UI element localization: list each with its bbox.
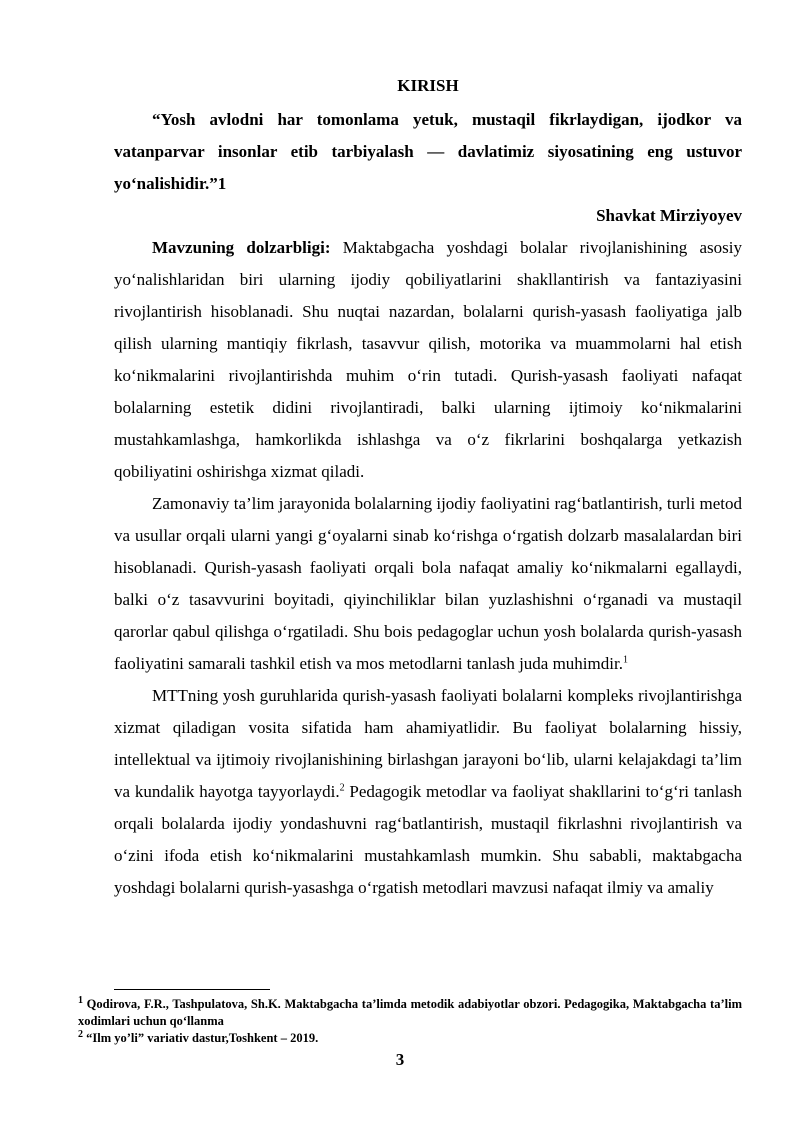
footnotes	[78, 996, 742, 1047]
footnote-1	[78, 996, 742, 1030]
epigraph-quote: “Yosh avlodni har tomonlama yetuk, mustaqil fikrlaydigan, ijodkor va vatanparvar insonlar etib tarbiyalash — davlatimiz siyosatining eng ustuvor yo‘nalishidir.”1	[114, 110, 742, 193]
footnote-mark: 2	[78, 1028, 83, 1040]
epigraph-author: Shavkat Mirziyoyev	[596, 206, 742, 225]
footnote-text: Qodirova, F.R., Tashpulatova, Sh.K. Maktabgacha ta’limda metodik adabiyotlar obzori. Pedagogika, Maktabgacha ta’lim xodimlari uchun qo‘llanma	[78, 997, 742, 1028]
footnote-text: “Ilm yo’li” variativ dastur,Toshkent – 2019.	[83, 1031, 319, 1045]
paragraph-text: MTTning yosh guruhlarida qurish-yasash faoliyati bolalarni kompleks rivojlantirishga xizmat qiladigan vosita sifatida ham ahamiyatlidir. Bu faoliyat bolalarning hissiy, intellektual va ijtimoiy rivojlanishining birlashgan jarayoni bo‘lib, ularni kelajakdagi ta’lim va kundalik hayotga tayyorlaydi.	[114, 686, 742, 801]
paragraph-text: Zamonaviy ta’lim jarayonida bolalarning ijodiy faoliyatini rag‘batlantirish, turli metod va usullar orqali ularni yangi g‘oyalarni sinab ko‘rishga o‘rgatish dolzarb masalalardan biri hisoblanadi. Qurish-yasash faoliyati orqali bola nafaqat amaliy ko‘nikmalarni egallaydi, balki o‘z tasavvurini boyitadi, qiyinchiliklar bilan yuzlashishni o‘rganadi va mustaqil qarorlar qabul qilishga o‘rgatiladi. Shu bois pedagoglar uchun yosh bolalarda qurish-yasash faoliyatini samarali tashkil etish va mos metodlarni tanlash juda muhimdir.	[114, 494, 742, 673]
footnote-separator	[114, 989, 270, 990]
footnote-2	[78, 1030, 742, 1047]
footnote-ref[interactable]: 2	[339, 782, 345, 794]
page-body	[114, 64, 742, 904]
paragraph-modern-education	[114, 488, 742, 680]
paragraph-text: Maktabgacha yoshdagi bolalar rivojlanishining asosiy yo‘nalishlaridan biri ularning ijodiy qobiliyatlarini shakllantirish va fantaziyasini rivojlantirish hisoblanadi. Shu nuqtai nazardan, bolalarni qurish-yasash faoliyatiga jalb qilish ularning mantiqiy fikrlash, tasavvur qilish, motorika va muammolarni hal etish ko‘nikmalarini rivojlantirishda muhim o‘rin tutadi. Qurish-yasash faoliyati nafaqat bolalarning estetik didini rivojlantiradi, balki ularning ijtimoiy ko‘nikmalarini mustahkamlashga, hamkorlikda ishlashga va o‘z fikrlarini boshqalarga yetkazish qobiliyatini oshirishga xizmat qiladi.	[114, 238, 743, 481]
page-title: KIRISH	[397, 76, 459, 95]
paragraph-lead: Mavzuning dolzarbligi:	[152, 238, 331, 257]
footnote-mark: 1	[78, 994, 83, 1006]
page-number: 3	[395, 1050, 405, 1069]
paragraph-relevance	[114, 232, 742, 488]
paragraph-mtt-groups	[114, 680, 742, 904]
paragraph-text-continued: Pedagogik metodlar va faoliyat shakllarini to‘g‘ri tanlash orqali bolalarda ijodiy yondashuvni rag‘batlantirish, mustaqil fikrlashni rivojlantirish va o‘zini ifoda etish ko‘nikmalarini mustahkamlash mumkin. Shu sababli, maktabgacha yoshdagi bolalarni qurish-yasashga o‘rgatish metodlari mavzusi nafaqat ilmiy va amaliy	[114, 782, 743, 897]
footnote-ref[interactable]: 1	[622, 654, 628, 666]
